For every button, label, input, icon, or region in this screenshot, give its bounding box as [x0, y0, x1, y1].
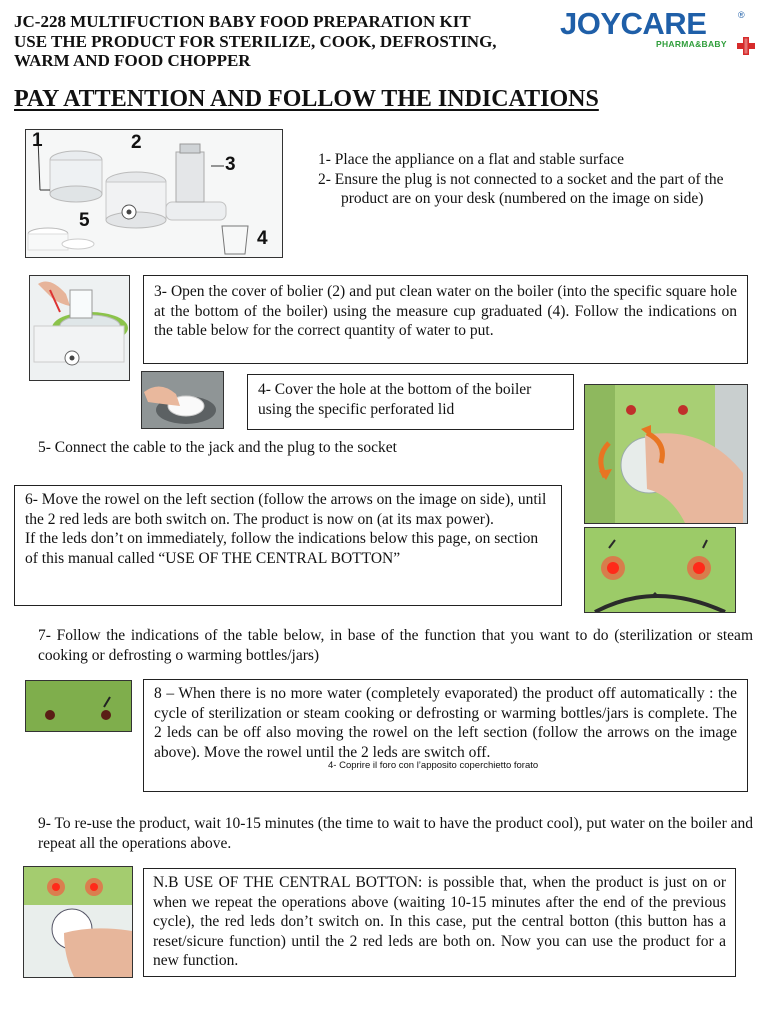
header-line-3: WARM AND FOOD CHOPPER [14, 51, 251, 70]
central-button-image [23, 866, 133, 978]
step-3: 3- Open the cover of bolier (2) and put clean water on the boiler (into the specific square hole at the bottom of the boiler) using the measure cup graduated (4). Follow the indications on the table below for the correct quantity of water to put. [154, 283, 737, 339]
overlay-note: 4- Coprire il foro con l’apposito coperchietto forato [328, 760, 539, 771]
step-6-box [14, 485, 562, 606]
leds-on-image [584, 527, 736, 613]
step-6-text: 6- Move the rowel on the left section (follow the arrows on the image on side), until the 2 red leds are both switch on. The product is now on (at its max power). [25, 491, 547, 528]
step-3-box [143, 275, 748, 364]
page-title: PAY ATTENTION AND FOLLOW THE INDICATIONS [14, 86, 599, 112]
step-7: 7- Follow the indications of the table below, in base of the function that you want to do (sterilization or steam cooking or defrosting o warming bottles/jars) [38, 627, 753, 664]
step-8: 8 – When there is no more water (completely evaporated) the product off automatically : the cycle of sterilization or steam cooking or defrosting or warming bottles/jars is complete. The 2 leds can be off also moving the rowel on the left section (follow the arrows on the image above). Move the rowel until the 2 leds are switch off. [154, 685, 737, 761]
figure-label: 3 [225, 154, 236, 175]
leds-off-image [25, 680, 132, 732]
step-1: 1- Place the appliance on a flat and stable surface [318, 151, 624, 168]
joycare-logo [560, 6, 756, 58]
step-8-box [143, 679, 748, 792]
step-5: 5- Connect the cable to the jack and the plug to the socket [38, 439, 397, 456]
logo-word: JOYCARE [560, 6, 707, 41]
cross-icon [736, 36, 756, 56]
figure-label: 1 [32, 130, 43, 151]
steps-1-2 [318, 150, 756, 209]
document-header [14, 12, 554, 71]
header-line-2: USE THE PRODUCT FOR STERILIZE, COOK, DEFROSTING, [14, 31, 497, 51]
figure-label: 5 [79, 210, 90, 231]
covering-hole-image [141, 371, 224, 429]
filling-water-image [29, 275, 130, 381]
rowel-rotation-image [584, 384, 748, 524]
central-button-note: N.B USE OF THE CENTRAL BOTTON: is possible that, when the product is just on or when we repeat the operations above (waiting 10-15 minutes after the end of the previous cycle), the red leds don’t switch on. In this case, put the central botton (this button has a reset/sicure function) until the 2 red leds are both on. Now you can use the product for a new function. [153, 874, 726, 969]
figure-label: 2 [131, 132, 142, 153]
logo-subtitle: PHARMA&BABY [656, 39, 727, 49]
step-9: 9- To re-use the product, wait 10-15 minutes (the time to wait to have the product cool), put water on the boiler and repeat all the operations above. [38, 815, 753, 852]
step-6-note: If the leds don’t on immediately, follow the indications below this page, on section of this manual called “USE OF THE CENTRAL BOTTON” [25, 530, 539, 567]
product-parts-image [25, 129, 283, 258]
logo-registered-mark: ® [738, 10, 745, 20]
step-4: 4- Cover the hole at the bottom of the boiler using the specific perforated lid [258, 381, 532, 418]
step-4-box [247, 374, 574, 430]
step-2: 2- Ensure the plug is not connected to a socket and the part of the product are on your desk (numbered on the image on side) [318, 170, 724, 207]
header-line-1: JC-228 MULTIFUCTION BABY FOOD PREPARATION KIT [14, 12, 471, 31]
central-button-note-box [143, 868, 736, 977]
figure-label: 4 [257, 228, 268, 249]
